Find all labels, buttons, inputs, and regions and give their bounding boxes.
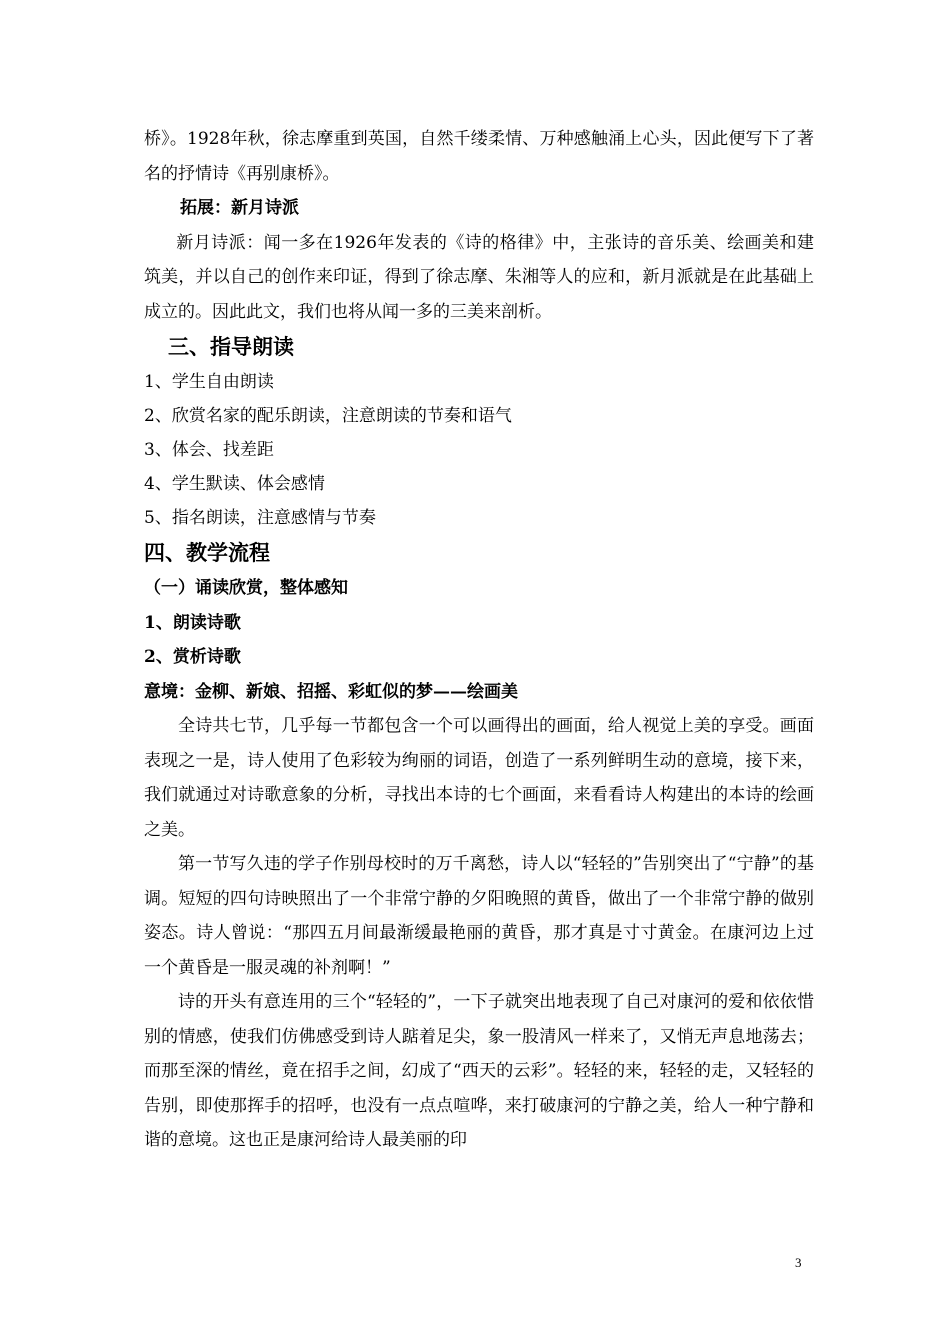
body-paragraph: 第一节写久违的学子作别母校时的万千离愁，诗人以“轻轻的”告别突出了“宁静”的基调。短短的四句诗映照出了一个非常宁静的夕阳晚照的黄昏，做出了一个非常宁静的做别姿态。诗人曾说：“那四五月间最渐缓最艳丽的黄昏，那才真是寸寸黄金。在康河边上过一个黄昏是一服灵魂的补剂啊！” — [144, 854, 814, 978]
extension-paragraph: 新月诗派：闻一多在1926年发表的《诗的格律》中，主张诗的音乐美、绘画美和建筑美，并以自己的创作来印证，得到了徐志摩、朱湘等人的应和，新月派就是在此基础上成立的。因此此文，我们也将从闻一多的三美来剖析。 — [144, 232, 814, 322]
list-item: 4、学生默读、体会感情 — [144, 474, 325, 494]
page-content — [144, 122, 814, 1158]
list-item: 1、学生自由朗读 — [144, 372, 274, 392]
section-3-heading: 三、指导朗读 — [168, 334, 294, 359]
extension-heading: 拓展：新月诗派 — [180, 198, 299, 218]
body-paragraph: 诗的开头有意连用的三个“轻轻的”，一下子就突出地表现了自己对康河的爱和依依惜别的情感，使我们仿佛感受到诗人踮着足尖，象一股清风一样来了，又悄无声息地荡去；而那至深的情丝，竟在招手之间，幻成了“西天的云彩”。轻轻的来，轻轻的走，又轻轻的告别，即使那挥手的招呼，也没有一点点喧哗，来打破康河的宁静之美，给人一种宁静和谐的意境。这也正是康河给诗人最美丽的印 — [144, 992, 814, 1150]
reading-guide-list — [144, 365, 814, 535]
list-item: 3、体会、找差距 — [144, 440, 274, 460]
intro-paragraph: 桥》。1928年秋，徐志摩重到英国，自然千缕柔情、万种感触涌上心头，因此便写下了著名的抒情诗《再别康桥》。 — [144, 129, 814, 184]
section-4-subheading: （一）诵读欣赏，整体感知 — [144, 578, 348, 598]
step-appreciate-poem: 2、赏析诗歌 — [144, 647, 241, 667]
body-paragraph: 全诗共七节，几乎每一节都包含一个可以画得出的画面，给人视觉上美的享受。画面表现之一是，诗人使用了色彩较为绚丽的词语，创造了一系列鲜明生动的意境，接下来，我们就通过对诗歌意象的分析，寻找出本诗的七个画面，来看看诗人构建出的本诗的绘画之美。 — [144, 716, 814, 840]
list-item: 2、欣赏名家的配乐朗读，注意朗读的节奏和语气 — [144, 406, 512, 426]
imagery-heading: 意境：金柳、新娘、招摇、彩虹似的梦——绘画美 — [144, 681, 518, 702]
section-4-heading: 四、教学流程 — [144, 540, 270, 565]
step-read-poem: 1、朗读诗歌 — [144, 612, 241, 633]
page-number: 3 — [795, 1255, 802, 1270]
list-item: 5、指名朗读，注意感情与节奏 — [144, 508, 376, 528]
